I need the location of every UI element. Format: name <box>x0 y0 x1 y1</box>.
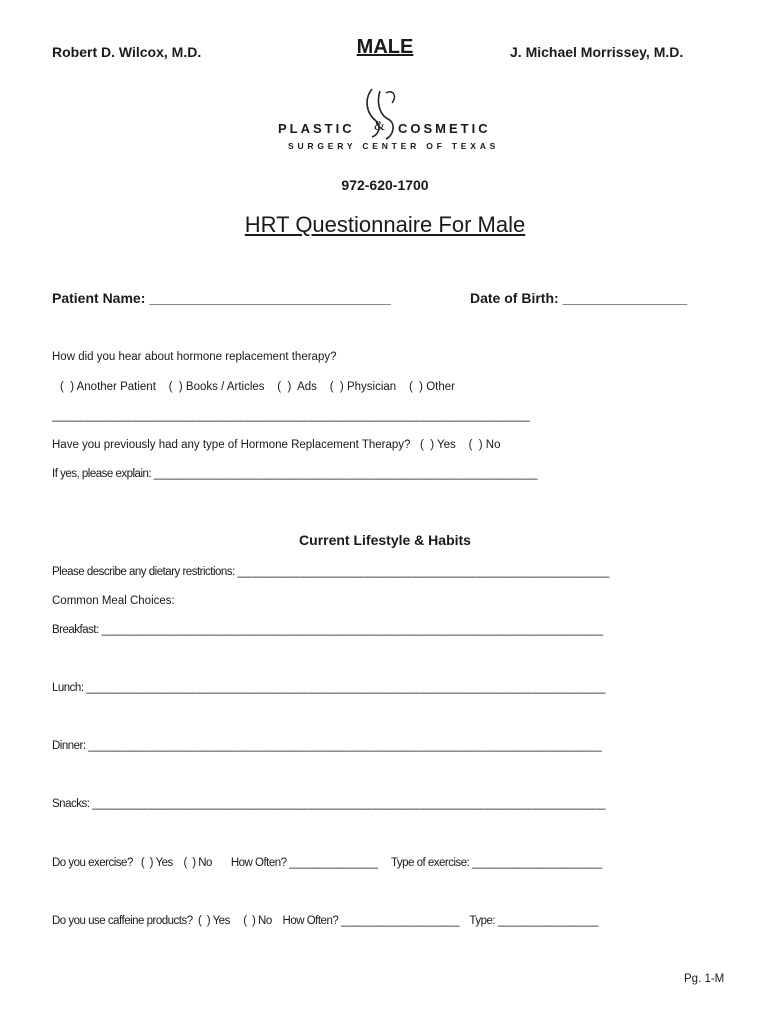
logo-subtitle: SURGERY CENTER OF TEXAS <box>288 141 500 151</box>
logo-plastic-text: PLASTIC <box>278 121 355 136</box>
patient-name-field[interactable]: Patient Name: _______________________________ <box>52 290 391 306</box>
phone-number: 972-620-1700 <box>341 177 429 193</box>
if-yes-explain-field[interactable]: If yes, please explain: _________________________________________________________________ <box>52 468 538 480</box>
page-number: Pg. 1-M <box>684 973 725 985</box>
dinner-field[interactable]: Dinner: _______________________________________________________________________________________ <box>52 740 602 752</box>
dietary-restrictions-field[interactable]: Please describe any dietary restrictions: _______________________________________________________________ <box>52 566 609 578</box>
page-title: HRT Questionnaire For Male <box>244 212 526 237</box>
exercise-question[interactable]: Do you exercise? ( ) Yes ( ) No How Often? _______________ Type of exercise: ______________________ <box>52 857 602 869</box>
lifestyle-section-title: Current Lifestyle & Habits <box>299 532 471 548</box>
caffeine-question[interactable]: Do you use caffeine products? ( ) Yes ( ) No How Often? ____________________ Type: _________________ <box>52 915 598 927</box>
breakfast-field[interactable]: Breakfast: _____________________________________________________________________________________ <box>52 624 603 636</box>
meal-choices-label: Common Meal Choices: <box>52 595 175 607</box>
logo-cosmetic-text: COSMETIC <box>398 121 491 136</box>
hear-about-question: How did you hear about hormone replacement therapy? <box>52 351 337 363</box>
gender-heading: MALE <box>356 36 414 58</box>
hear-about-blank-line[interactable]: _________________________________________________________________________________ <box>52 410 530 422</box>
hear-about-options[interactable]: ( ) Another Patient ( ) Books / Articles ( ) Ads ( ) Physician ( ) Other <box>60 381 455 393</box>
doctor-right-name: J. Michael Morrissey, M.D. <box>510 44 684 60</box>
snacks-field[interactable]: Snacks: _______________________________________________________________________________________ <box>52 798 606 810</box>
previous-hrt-question[interactable]: Have you previously had any type of Hormone Replacement Therapy? ( ) Yes ( ) No <box>52 439 501 451</box>
logo-ampersand: & <box>374 119 385 134</box>
lunch-field[interactable]: Lunch: ________________________________________________________________________________________ <box>52 682 606 694</box>
date-of-birth-field[interactable]: Date of Birth: ________________ <box>470 290 688 306</box>
doctor-left-name: Robert D. Wilcox, M.D. <box>52 44 202 60</box>
clinic-logo <box>0 85 770 155</box>
